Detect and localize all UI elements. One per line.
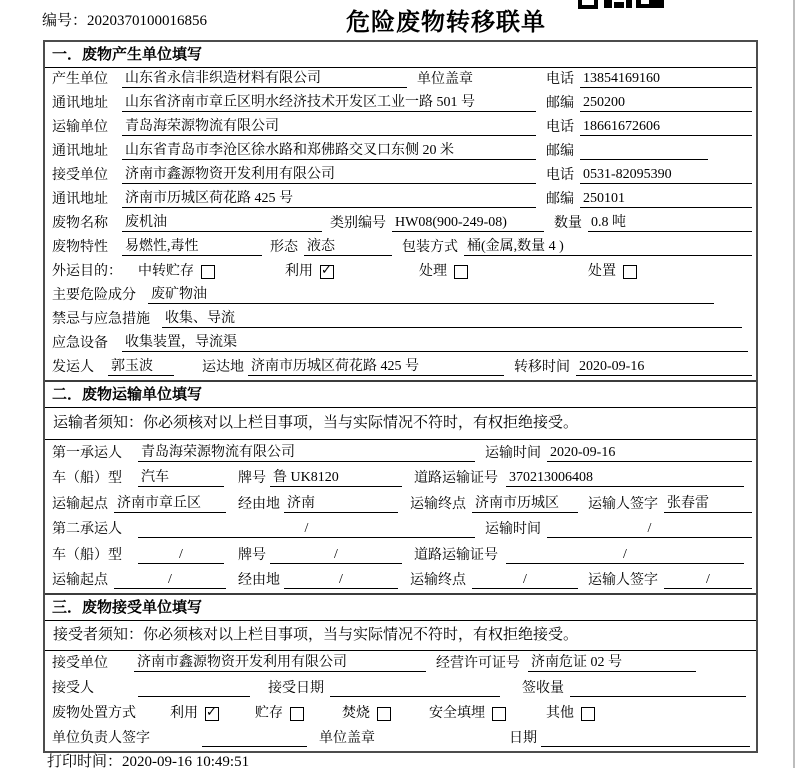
disposal-store-label: 贮存 xyxy=(255,706,283,721)
waste-category-label: 类别编号 xyxy=(330,216,386,231)
row-sender xyxy=(45,356,756,380)
purpose-option-treat-label: 处理 xyxy=(419,264,447,279)
row-carrier2 xyxy=(45,517,756,543)
route1-via-value: 济南 xyxy=(284,492,398,513)
row-acceptor xyxy=(45,676,756,701)
receiver-zip-value: 250101 xyxy=(580,191,752,208)
route1-start-label: 运输起点 xyxy=(52,496,108,512)
section-accept-title: 三．废物接受单位填写 xyxy=(45,595,756,621)
waste-form-label: 形态 xyxy=(270,240,298,255)
accept-notice: 接受者须知：你必须核对以上栏目事项，当与实际情况不符时，有权拒绝接受。 xyxy=(45,621,756,651)
producer-zip-label: 邮编 xyxy=(546,96,574,111)
section-transport xyxy=(45,380,756,593)
carrier2-value: / xyxy=(138,521,475,538)
row-disposal-method xyxy=(45,701,756,726)
row-receiver xyxy=(45,164,756,188)
waste-category-value: HW08(900-249-08) xyxy=(392,215,544,232)
waste-character-label: 废物特性 xyxy=(52,240,108,255)
serial-value: 2020370100016856 xyxy=(87,13,208,29)
purpose-option-treat xyxy=(419,260,468,280)
transfer-time-label: 转移时间 xyxy=(514,360,570,375)
row-route1 xyxy=(45,491,756,517)
vehicle2-value: / xyxy=(138,547,224,564)
route2-start-label: 运输起点 xyxy=(52,573,108,588)
waste-form-value: 液态 xyxy=(304,235,392,256)
disposal-label: 废物处置方式 xyxy=(52,706,136,721)
producer-addr-value: 山东省济南市章丘区明水经济技术开发区工业一路 501 号 xyxy=(122,91,536,112)
print-time-value: 2020-09-16 10:49:51 xyxy=(122,754,250,770)
sign-date-label: 日期 xyxy=(509,731,537,746)
purpose-treat-checkbox xyxy=(454,265,468,279)
carrier1-label: 第一承运人 xyxy=(52,445,122,461)
permit1-value: 370213006408 xyxy=(506,470,744,487)
accept-date-value xyxy=(330,681,500,697)
permit2-label: 道路运输证号 xyxy=(414,547,498,563)
responsible-sign-value xyxy=(202,731,307,747)
accept-unit-label: 接受单位 xyxy=(52,656,108,671)
license-label: 经营许可证号 xyxy=(436,656,520,671)
transporter-addr-value: 山东省青岛市李沧区徐水路和郑佛路交叉口东侧 20 米 xyxy=(122,139,536,160)
row-transporter-address xyxy=(45,140,756,164)
row-emergency-measures xyxy=(45,308,756,332)
purpose-dispose-checkbox xyxy=(623,265,637,279)
hazard-label: 主要危险成分 xyxy=(52,288,136,303)
accept-date-label: 接受日期 xyxy=(268,681,324,696)
section-producer-title: 一．废物产生单位填写 xyxy=(45,42,756,68)
waste-qty-value: 0.8 吨 xyxy=(588,211,752,232)
accept-unit-value: 济南市鑫源物资开发利用有限公司 xyxy=(134,651,426,672)
emergency-value: 收集、导流 xyxy=(162,307,742,328)
waste-qty-label: 数量 xyxy=(554,216,582,231)
disposal-utilize-checkbox xyxy=(205,707,219,721)
vehicle2-label: 车（船）型 xyxy=(52,547,122,563)
route2-sign-label: 运输人签字 xyxy=(588,573,658,588)
row-accept-unit xyxy=(45,651,756,676)
route1-start-value: 济南市章丘区 xyxy=(114,492,226,513)
route2-start-value: / xyxy=(114,572,226,589)
transporter-zip-value xyxy=(580,144,708,160)
receiver-value: 济南市鑫源物资开发利用有限公司 xyxy=(122,163,536,184)
disposal-option-landfill xyxy=(429,702,506,722)
vehicle1-value: 汽车 xyxy=(138,466,224,487)
disposal-option-other xyxy=(546,702,595,722)
waste-name-value: 废机油 xyxy=(122,211,322,232)
row-producer xyxy=(45,68,756,92)
route1-end-value: 济南市历城区 xyxy=(472,492,578,513)
emergency-label: 禁忌与应急措施 xyxy=(52,312,150,327)
plate2-label: 牌号 xyxy=(238,547,266,563)
section-accept xyxy=(45,593,756,751)
responsible-sign-label: 单位负责人签字 xyxy=(52,731,150,746)
equipment-label: 应急设备 xyxy=(52,336,108,351)
plate1-label: 牌号 xyxy=(238,471,266,486)
route2-end-value: / xyxy=(472,572,578,589)
disposal-utilize-label: 利用 xyxy=(170,706,198,721)
plate2-value: / xyxy=(270,547,402,564)
route2-via-label: 经由地 xyxy=(238,573,280,588)
sender-value: 郭玉波 xyxy=(108,355,174,376)
license-value: 济南危证 02 号 xyxy=(528,651,696,672)
sign-date-value xyxy=(541,731,750,747)
receiver-phone-label: 电话 xyxy=(546,168,574,183)
purpose-option-storage-label: 中转贮存 xyxy=(138,264,194,279)
permit1-label: 道路运输证号 xyxy=(414,471,498,486)
route1-sign-label: 运输人签字 xyxy=(588,496,658,512)
row-waste-name xyxy=(45,212,756,236)
plate1-value: 鲁 UK8120 xyxy=(270,466,402,487)
producer-label: 产生单位 xyxy=(52,72,108,87)
row-vehicle2 xyxy=(45,542,756,568)
transporter-label: 运输单位 xyxy=(52,120,108,135)
disposal-option-incinerate xyxy=(342,702,391,722)
row-producer-address xyxy=(45,92,756,116)
row-emergency-equipment xyxy=(45,332,756,356)
receiver-addr-value: 济南市历城区荷花路 425 号 xyxy=(122,187,536,208)
destination-value: 济南市历城区荷花路 425 号 xyxy=(248,355,504,376)
hazard-value: 废矿物油 xyxy=(148,283,714,304)
receiver-zip-label: 邮编 xyxy=(546,192,574,207)
purpose-storage-checkbox xyxy=(201,265,215,279)
receiver-addr-label: 通讯地址 xyxy=(52,192,108,207)
transporter-value: 青岛海荣源物流有限公司 xyxy=(122,115,536,136)
row-responsible-sign xyxy=(45,726,756,751)
route1-end-label: 运输终点 xyxy=(410,496,466,512)
producer-phone-label: 电话 xyxy=(546,72,574,87)
disposal-option-store xyxy=(255,702,304,722)
row-waste-character xyxy=(45,236,756,260)
packing-label: 包装方式 xyxy=(402,240,458,255)
page-title: 危险废物转移联单 xyxy=(346,8,546,36)
disposal-other-label: 其他 xyxy=(546,706,574,721)
producer-zip-value: 250200 xyxy=(580,95,752,112)
packing-value: 桶(金属,数量 4 ) xyxy=(464,235,752,256)
purpose-utilize-checkbox xyxy=(320,265,334,279)
permit2-value: / xyxy=(506,547,744,564)
disposal-landfill-checkbox xyxy=(492,707,506,721)
producer-addr-label: 通讯地址 xyxy=(52,96,108,111)
route2-via-value: / xyxy=(284,572,398,589)
disposal-incinerate-checkbox xyxy=(377,707,391,721)
transfer-time-value: 2020-09-16 xyxy=(576,359,752,376)
producer-phone-value: 13854169160 xyxy=(580,71,752,88)
route2-sign-value: / xyxy=(664,572,752,589)
route2-end-label: 运输终点 xyxy=(410,573,466,588)
disposal-incinerate-label: 焚烧 xyxy=(342,706,370,721)
qr-code-fragment-icon xyxy=(578,0,666,9)
route1-sign-value: 张春雷 xyxy=(664,492,752,513)
disposal-landfill-label: 安全填埋 xyxy=(429,706,485,721)
transporter-addr-label: 通讯地址 xyxy=(52,144,108,159)
purpose-label: 外运目的： xyxy=(52,264,122,279)
carrier1-value: 青岛海荣源物流有限公司 xyxy=(138,441,475,462)
purpose-option-dispose xyxy=(588,260,637,280)
purpose-option-utilize-label: 利用 xyxy=(285,264,313,279)
producer-seal-label: 单位盖章 xyxy=(417,72,473,87)
window-edge-line xyxy=(793,0,795,768)
disposal-other-checkbox xyxy=(581,707,595,721)
serial-number xyxy=(42,9,207,30)
route1-via-label: 经由地 xyxy=(238,496,280,512)
disposal-option-utilize xyxy=(170,702,219,722)
row-route2 xyxy=(45,568,756,594)
receiver-phone-value: 0531-82095390 xyxy=(580,167,752,184)
vehicle1-label: 车（船）型 xyxy=(52,471,122,486)
row-transfer-purpose xyxy=(45,260,756,284)
print-time-label: 打印时间： xyxy=(47,754,123,770)
purpose-option-dispose-label: 处置 xyxy=(588,264,616,279)
destination-label: 运达地 xyxy=(202,360,244,375)
transport-notice: 运输者须知：你必须核对以上栏目事项，当与实际情况不符时，有权拒绝接受。 xyxy=(45,408,756,440)
row-transporter xyxy=(45,116,756,140)
signed-qty-value xyxy=(570,681,746,697)
carrier2-time-value: / xyxy=(547,521,752,538)
producer-value: 山东省永信非织造材料有限公司 xyxy=(122,67,407,88)
acceptor-value xyxy=(138,681,250,697)
row-hazard-component xyxy=(45,284,756,308)
disposal-store-checkbox xyxy=(290,707,304,721)
receiver-label: 接受单位 xyxy=(52,168,108,183)
transporter-phone-label: 电话 xyxy=(546,120,574,135)
purpose-option-utilize xyxy=(285,260,334,280)
acceptor-label: 接受人 xyxy=(52,681,94,696)
purpose-option-storage xyxy=(138,260,215,280)
sender-label: 发运人 xyxy=(52,360,94,375)
section-transport-title: 二．废物运输单位填写 xyxy=(45,382,756,408)
transporter-phone-value: 18661672606 xyxy=(580,119,752,136)
signed-qty-label: 签收量 xyxy=(522,681,564,696)
carrier1-time-value: 2020-09-16 xyxy=(547,445,752,462)
unit-seal-label: 单位盖章 xyxy=(319,731,375,746)
row-carrier1 xyxy=(45,440,756,466)
carrier2-time-label: 运输时间 xyxy=(485,522,541,537)
row-receiver-address xyxy=(45,188,756,212)
row-vehicle1 xyxy=(45,466,756,492)
serial-label: 编号： xyxy=(42,13,88,29)
equipment-value: 收集装置，导流渠 xyxy=(122,331,748,352)
carrier1-time-label: 运输时间 xyxy=(485,445,541,461)
transporter-zip-label: 邮编 xyxy=(546,144,574,159)
carrier2-label: 第二承运人 xyxy=(52,522,122,537)
manifest-form xyxy=(43,40,758,753)
waste-name-label: 废物名称 xyxy=(52,216,108,231)
section-producer xyxy=(45,42,756,380)
waste-character-value: 易燃性,毒性 xyxy=(122,235,262,256)
